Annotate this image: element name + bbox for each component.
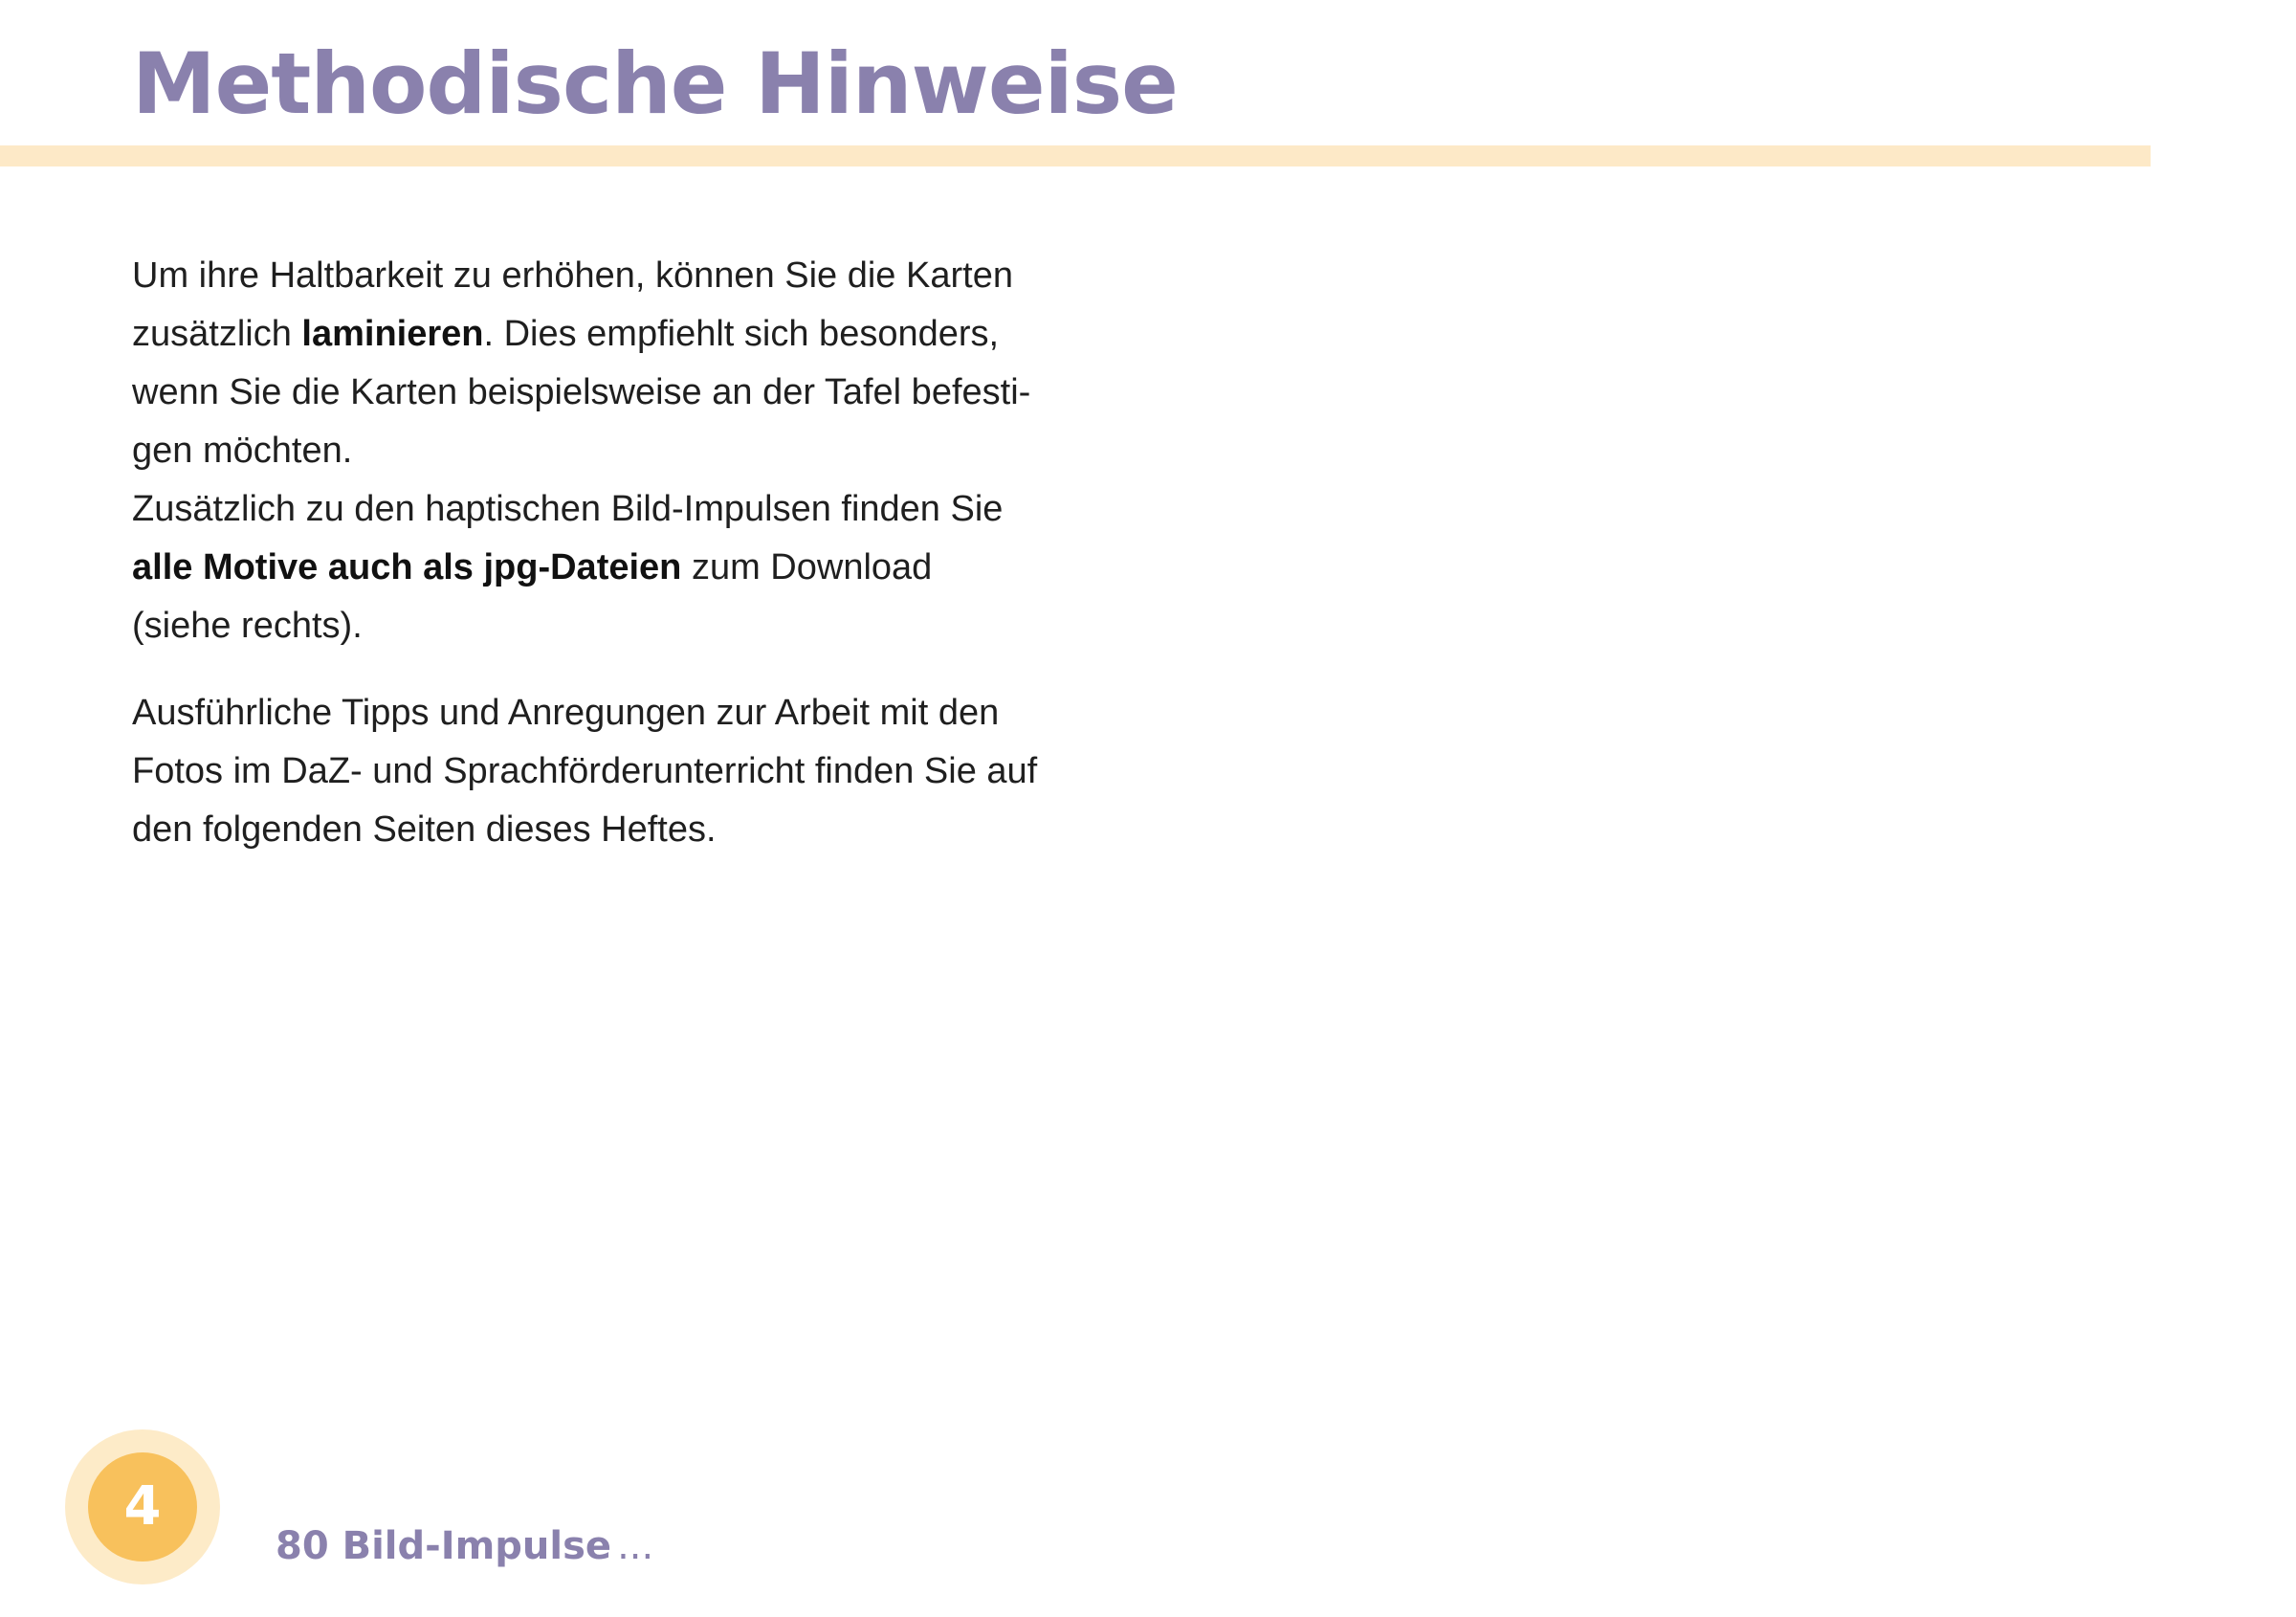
paragraph-line [132,801,1089,859]
paragraph-line [132,480,1089,539]
text-span: zusätzlich [132,314,302,354]
text-span: Fotos im DaZ- und Sprachförderunterricht finden Sie auf [132,751,1038,791]
text-span: zum Download [681,547,933,587]
paragraph-line [132,742,1089,801]
paragraph-line [132,597,1089,655]
book-title: 80 Bild-Impulse [276,1524,612,1568]
paragraph-line [132,539,1089,597]
paragraph-line [132,364,1089,422]
paragraph-line [132,422,1089,480]
body-text [132,247,1089,859]
book-title-ellipsis: ... [617,1524,654,1568]
text-span: wenn Sie die Karten beispielsweise an der Tafel befesti- [132,372,1031,412]
paragraph-line [132,684,1089,742]
text-span: . Dies empfiehlt sich besonders, [483,314,1000,354]
bold-term-jpg-files: alle Motive auch als jpg-Dateien [132,547,682,587]
text-span: Zusätzlich zu den haptischen Bild-Impulsen finden Sie [132,489,1004,529]
paragraph-line [132,247,1089,305]
page-number-circle [88,1452,197,1562]
text-span: Ausführliche Tipps und Anregungen zur Arbeit mit den [132,693,1000,733]
page-number-badge [65,1429,220,1584]
text-span: den folgenden Seiten dieses Heftes. [132,809,717,850]
text-span: gen möchten. [132,431,353,471]
bold-term-laminieren: laminieren [301,314,484,354]
page-title: Methodische Hinweise [132,34,1178,133]
page-number: 4 [123,1475,162,1538]
footer-book-title [276,1517,653,1575]
text-span: Um ihre Haltbarkeit zu erhöhen, können Sie die Karten [132,255,1013,296]
paragraph-line [132,305,1089,364]
text-span: (siehe rechts). [132,606,363,646]
title-underline-rule [0,145,2151,166]
